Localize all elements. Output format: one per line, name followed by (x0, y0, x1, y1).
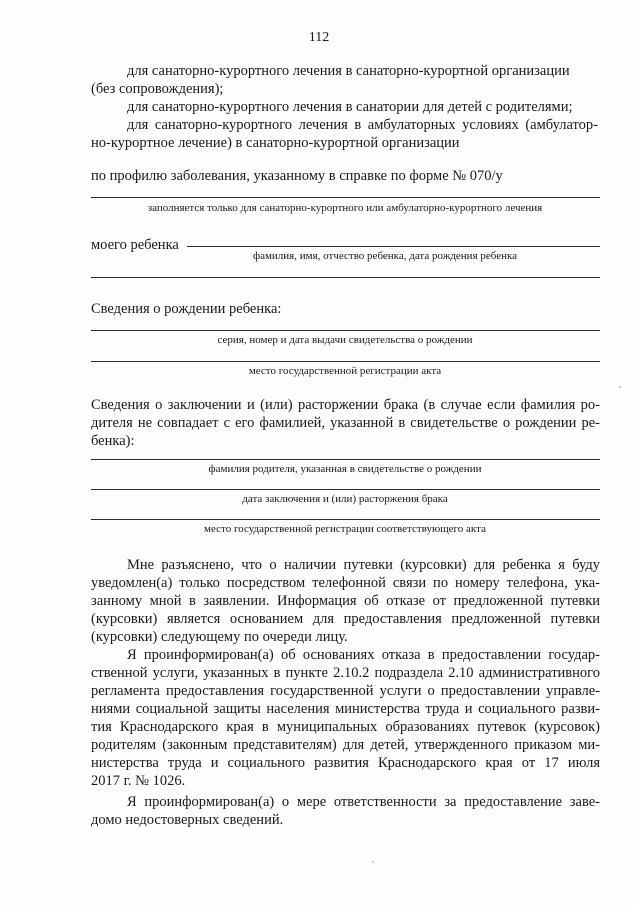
marriage-place-line[interactable] (91, 519, 600, 520)
caption-child: фамилия, имя, отчество ребенка, дата рождения ребенка (252, 250, 518, 262)
caption-marriage-place: место государственной регистрации соответствующего акта (204, 523, 486, 535)
para3-line: домо недостоверных сведений. (91, 812, 284, 828)
para2-line: тия Краснодарского края в муниципальных образованиях путевок (курсовок) (91, 719, 600, 735)
para2-line: нистерства труда и социального развития Краснодарского края от 17 июля (91, 755, 600, 771)
marriage-date-line[interactable] (91, 489, 600, 490)
para2-line: родителям (законным представителям) для детей, утвержденного приказом ми- (91, 737, 600, 753)
para2-line: Я проинформирован(а) об основаниях отказа в предоставлении государ- (127, 647, 600, 663)
parent-surname-line[interactable] (91, 459, 600, 460)
para2-line: ниями социальной защиты населения министерства труда и социального разви- (91, 701, 600, 717)
para1-line: занному мной в заявлении. Информация об отказе от предложенной путевки (91, 593, 600, 609)
birth-place-line[interactable] (91, 361, 600, 362)
profile-text: по профилю заболевания, указанному в справке по форме № 070/у (91, 168, 503, 184)
caption-birth-cert: серия, номер и дата выдачи свидетельства о рождении (217, 334, 473, 346)
option-line: для санаторно-курортного лечения в санатории для детей с родителями; (127, 99, 573, 115)
page-number: 112 (308, 30, 330, 45)
scan-speck (372, 861, 374, 863)
marriage-line: бенка): (91, 433, 135, 449)
option-line: для санаторно-курортного лечения в санаторно-курортной организации (127, 63, 570, 79)
caption-birth-place: место государственной регистрации акта (248, 365, 442, 377)
scan-speck (619, 386, 621, 388)
para2-line: ственной услуги, указанных в пункте 2.10.2 подраздела 2.10 административного (91, 665, 600, 681)
option-line: но-курортное лечение) в санаторно-курортной организации (91, 135, 460, 151)
option-line: (без сопровождения); (91, 81, 224, 97)
para3-line: Я проинформирован(а) о мере ответственности за предоставление заве- (127, 794, 600, 810)
child-field-line-2[interactable] (91, 277, 600, 278)
para1-line: (курсовки) следующему по очереди лицу. (91, 629, 348, 645)
child-label: моего ребенка (91, 237, 179, 253)
caption-parent-surname: фамилия родителя, указанная в свидетельстве о рождении (208, 463, 482, 475)
birth-heading: Сведения о рождении ребенка: (91, 301, 282, 317)
para2-line: 2017 г. № 1026. (91, 773, 186, 789)
option-line: для санаторно-курортного лечения в амбулаторных условиях (амбулатор- (127, 117, 598, 133)
para1-line: (курсовки) является основанием для предоставления предложенной путевки (91, 611, 600, 627)
caption-marriage-date: дата заключения и (или) расторжения брака (242, 493, 448, 505)
marriage-line: Сведения о заключении и (или) расторжении брака (в случае если фамилия ро- (91, 397, 600, 413)
marriage-line: дителя не совпадает с его фамилией, указанной в свидетельстве о рождении ре- (91, 415, 600, 431)
child-field-line[interactable] (187, 246, 600, 247)
profile-underline (91, 197, 600, 198)
para2-line: регламента предоставления государственной услуги о предоставлении управле- (91, 683, 600, 699)
birth-cert-line[interactable] (91, 330, 600, 331)
para1-line: уведомлен(а) только посредством телефонной связи по номеру телефона, ука- (91, 575, 600, 591)
caption-profile: заполняется только для санаторно-курортного или амбулаторно-курортного лечения (147, 202, 543, 214)
para1-line: Мне разъяснено, что о наличии путевки (курсовки) для ребенка я буду (127, 557, 600, 573)
